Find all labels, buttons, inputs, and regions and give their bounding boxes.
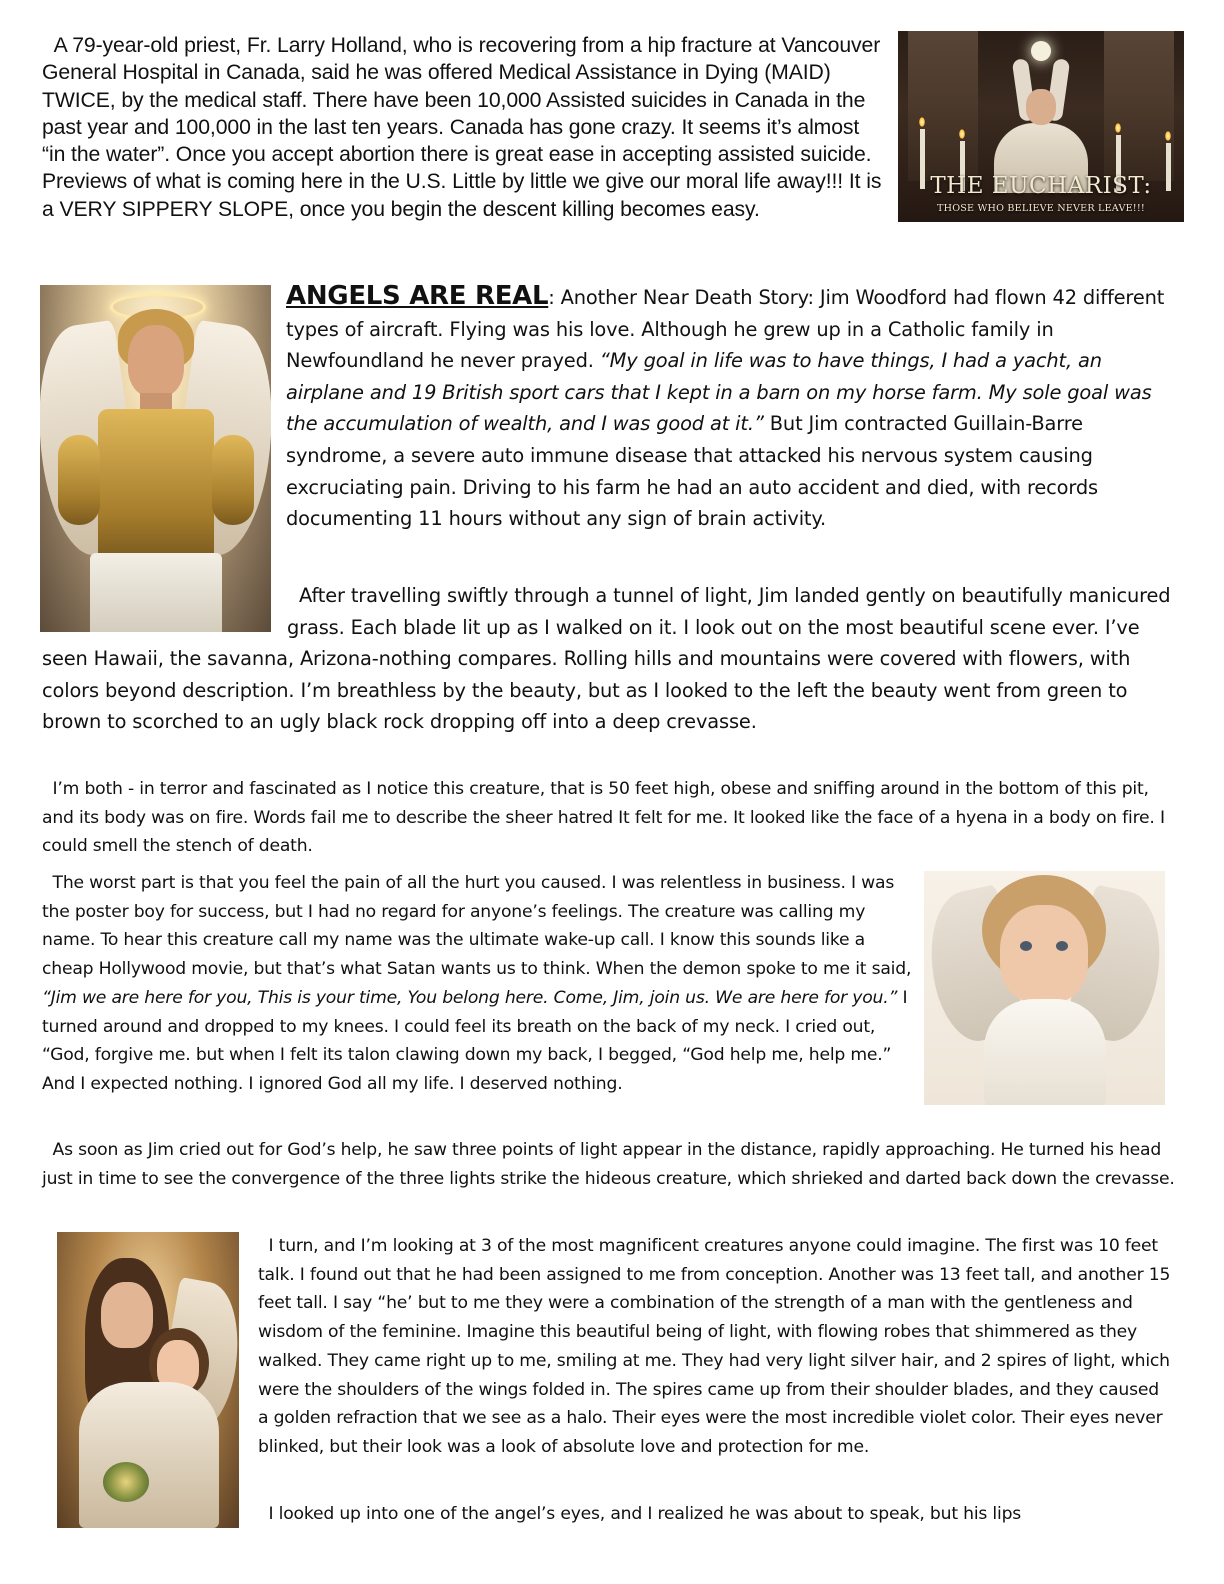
candle-flame [1115, 123, 1121, 133]
candle-flame [1165, 131, 1171, 141]
child-angel-image [924, 871, 1165, 1105]
angels-intro-paragraph [286, 281, 1176, 535]
article-maid-text: A 79-year-old priest, Fr. Larry Holland, who is recovering from a hip fracture at Vancouver General Hospital in Canada, said he was offered Medical Assistance in Dying (MAID) TWICE, by the medical staff. There have been 10,000 Assisted suicides in Canada in the past year and 100,000 in the last ten years. Canada has gone crazy. It seems it’s almost “in the water”. Once you accept abortion there is great ease in accepting assisted suicide. Previews of what is coming here in the U.S. Little by little we give our moral life away!!! It is a VERY SIPPERY SLOPE, once you begin the descent killing becomes easy. [42, 34, 882, 221]
paragraph-terror [42, 775, 1177, 861]
mother-child-angel-image [57, 1232, 239, 1528]
child-eye [1020, 941, 1032, 951]
intro-tail: But Jim contracted Guillain-Barre syndrome, a severe auto immune disease that attacked his nervous system causing excruciating pain. Driving to his farm he had an auto accident and died, with records documenting 11 hours without any sign of brain activity. [286, 412, 1098, 531]
lookup-text: I looked up into one of the angel’s eyes, and I realized he was about to speak, but his lips [258, 1504, 1022, 1524]
priest-head [1026, 89, 1056, 125]
angels-article-intro [286, 281, 1176, 535]
angel-face [128, 325, 184, 397]
angel-arm [212, 435, 254, 525]
turn-text: I turn, and I’m looking at 3 of the most magnificent creatures anyone could imagine. The first was 10 feet talk. I found out that he had been assigned to me from conception. Another was 13 feet tall, and another 15 feet tall. I say “he’ but to me they were a combination of the strength of a man with the gentleness and wisdom of the feminine. Imagine this beautiful being of light, with flowing robes that shimmered as they walked. They came right up to me, smiling at me. They had very light silver hair, and 2 spires of light, which were the shoulders of the wings folded in. The spires came up from their shoulder blades, and they caused a golden refraction that we see as a halo. Their eyes were the most incredible violet color. Their eyes never blinked, but their look was a look of absolute love and protection for me. [258, 1236, 1171, 1457]
worst-paragraph [42, 869, 917, 1099]
flower-bouquet [103, 1462, 149, 1502]
angel-armor [98, 409, 214, 559]
intro-quote: “My goal in life was to have things, I had a yacht, an airplane and 19 British sport cars that I kept in a barn on my horse farm. My sole goal was the accumulation of wealth, and I was good at it.” [286, 349, 1152, 436]
eucharist-image [898, 31, 1184, 222]
church-arch [1104, 31, 1174, 181]
child-robe [984, 999, 1106, 1105]
candle-flame [919, 117, 925, 127]
paragraph-lookup [258, 1500, 1173, 1529]
robes [79, 1382, 219, 1528]
angel-arm [58, 435, 100, 525]
paragraph-soon [42, 1136, 1177, 1193]
child-face [1000, 905, 1088, 1003]
paragraph-turn [258, 1232, 1173, 1462]
intro-lead: : Another Near Death Story: Jim Woodford had flown 42 different types of aircraft. Flying was his love. Although he grew up in a Catholic family in Newfoundland he never prayed. [286, 286, 1165, 373]
article-maid-priest [42, 32, 887, 223]
worst-tail: I turned around and dropped to my knees. I could feel its breath on the back of my neck. I cried out, “God, forgive me. but when I felt its talon clawing down my back, I begged, “God help me, help me.” And I expected nothing. I ignored God all my life. I deserved nothing. [42, 987, 908, 1094]
wrap-spacer [42, 580, 287, 638]
mother-face [101, 1282, 153, 1348]
paragraph-worst [42, 869, 917, 1099]
terror-text: I’m both - in terror and fascinated as I notice this creature, that is 50 feet high, obese and sniffing around in the bottom of this pit, and its body was on fire. Words fail me to describe the sheer hatred It felt for me. It looked like the face of a hyena in a body on fire. I could smell the stench of death. [42, 779, 1165, 857]
child-eye [1056, 941, 1068, 951]
worst-quote: “Jim we are here for you, This is your time, You belong here. Come, Jim, join us. We are here for you.” [42, 987, 898, 1008]
paragraph-travel [42, 580, 1177, 738]
host-icon [1031, 41, 1051, 61]
soon-text: As soon as Jim cried out for God’s help, he saw three points of light appear in the distance, rapidly approaching. He turned his head just in time to see the convergence of the three lights strike the hideous creature, which shrieked and darted back down the crevasse. [42, 1140, 1175, 1189]
angels-heading: ANGELS ARE REAL [286, 281, 549, 311]
church-arch [908, 31, 978, 181]
eucharist-subtitle: THOSE WHO BELIEVE NEVER LEAVE!!! [937, 203, 1145, 214]
candle-flame [959, 129, 965, 139]
worst-lead: The worst part is that you feel the pain of all the hurt you caused. I was relentless in business. I was the poster boy for success, but I had no regard for anyone’s feelings. The creature was calling my name. To hear this creature call my name was the ultimate wake-up call. I know this sounds like a cheap Hollywood movie, but that’s what Satan wants us to think. When the demon spoke to me it said, [42, 873, 912, 980]
travel-text: After travelling swiftly through a tunnel of light, Jim landed gently on beautifully manicured grass. Each blade lit up as I walked on it. I look out on the most beautiful scene ever. I’ve seen Hawaii, the savanna, Arizona-nothing compares. Rolling hills and mountains were covered with flowers, with colors beyond description. I’m breathless by the beauty, but as I looked to the left the beauty went from green to brown to scorched to an ugly black rock dropping off into a deep crevasse. [42, 584, 1171, 734]
eucharist-title: THE EUCHARIST: [930, 173, 1152, 199]
